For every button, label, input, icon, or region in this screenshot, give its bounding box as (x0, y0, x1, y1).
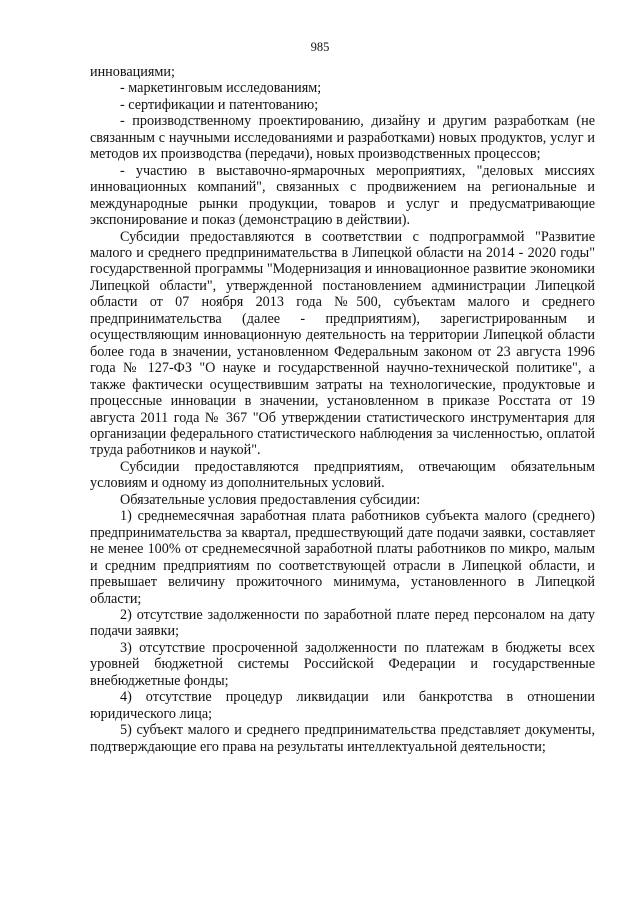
paragraph-10: 2) отсутствие задолженности по заработной плате перед персоналом на дату подачи заявки; (90, 606, 595, 640)
paragraph-9: 1) среднемесячная заработная плата работников субъекта малого (среднего) предпринимательства за квартал, предшествующий дате подачи заявки, составляет не менее 100% от среднемесячной заработной платы работников по микро, малым и средним предприятиям по соответствующей отрасли в Липецкой области, и превышает величину прожиточного минимума, установленного в Липецкой области; (90, 508, 595, 607)
paragraph-2: - маркетинговым исследованиям; (120, 80, 322, 97)
paragraph-6: Субсидии предоставляются в соответствии с подпрограммой "Развитие малого и среднего предпринимательства в Липецкой области на 2014 - 2020 годы" государственной программы "Модернизация и инновационное развитие экономики Липецкой области", утвержденной постановлением администрации Липецкой области от 07 ноября 2013 года №500, субъектам малого и среднего предпринимательства (далее - предприятиям), зарегистрированным и осуществляющим инновационную деятельность на территории Липецкой области более года в значении, установленном Федеральным законом от 23 августа 1996 года № 127-ФЗ "О науке и государственной научно-технической политике", а также фактически осуществившим затраты на технологические, продуктовые и процессные инновации в значении, установленном в приказе Росстата от 19 августа 2011 года № 367 "Об утверждении статистического инструментария для организации федерального статистического наблюдения за численностью, оплатой труда работников и наукой". (90, 228, 595, 459)
paragraph-11: 3) отсутствие просроченной задолженности по платежам в бюджеты всех уровней бюджетной системы Российской Федерации и государственные внебюджетные фонды; (90, 639, 595, 689)
document-body (90, 64, 595, 755)
paragraph-5: - участию в выставочно-ярмарочных мероприятиях, "деловых миссиях инновационных компаний", связанных с продвижением на региональные и международные рынки продукции, товаров и услуг и предусматривающие экспонирование и показ (демонстрацию в действии). (90, 162, 595, 229)
paragraph-8: Обязательные условия предоставления субсидии: (120, 491, 421, 508)
paragraph-4: - производственному проектированию, дизайну и другим разработкам (не связанным с научными исследованиями и разработками) новых продуктов, услуг и методов их производства (передачи), новых производственных процессов; (90, 113, 595, 163)
paragraph-3: - сертификации и патентованию; (120, 96, 319, 113)
paragraph-1: инновациями; (90, 64, 175, 80)
paragraph-7: Субсидии предоставляются предприятиям, отвечающим обязательным условиям и одному из дополнительных условий. (90, 458, 595, 492)
page-number: 985 (310, 40, 330, 54)
paragraph-13: 5) субъект малого и среднего предпринимательства представляет документы, подтверждающие его права на результаты интеллектуальной деятельности; (90, 722, 595, 755)
paragraph-12: 4) отсутствие процедур ликвидации или банкротства в отношении юридического лица; (90, 689, 595, 722)
